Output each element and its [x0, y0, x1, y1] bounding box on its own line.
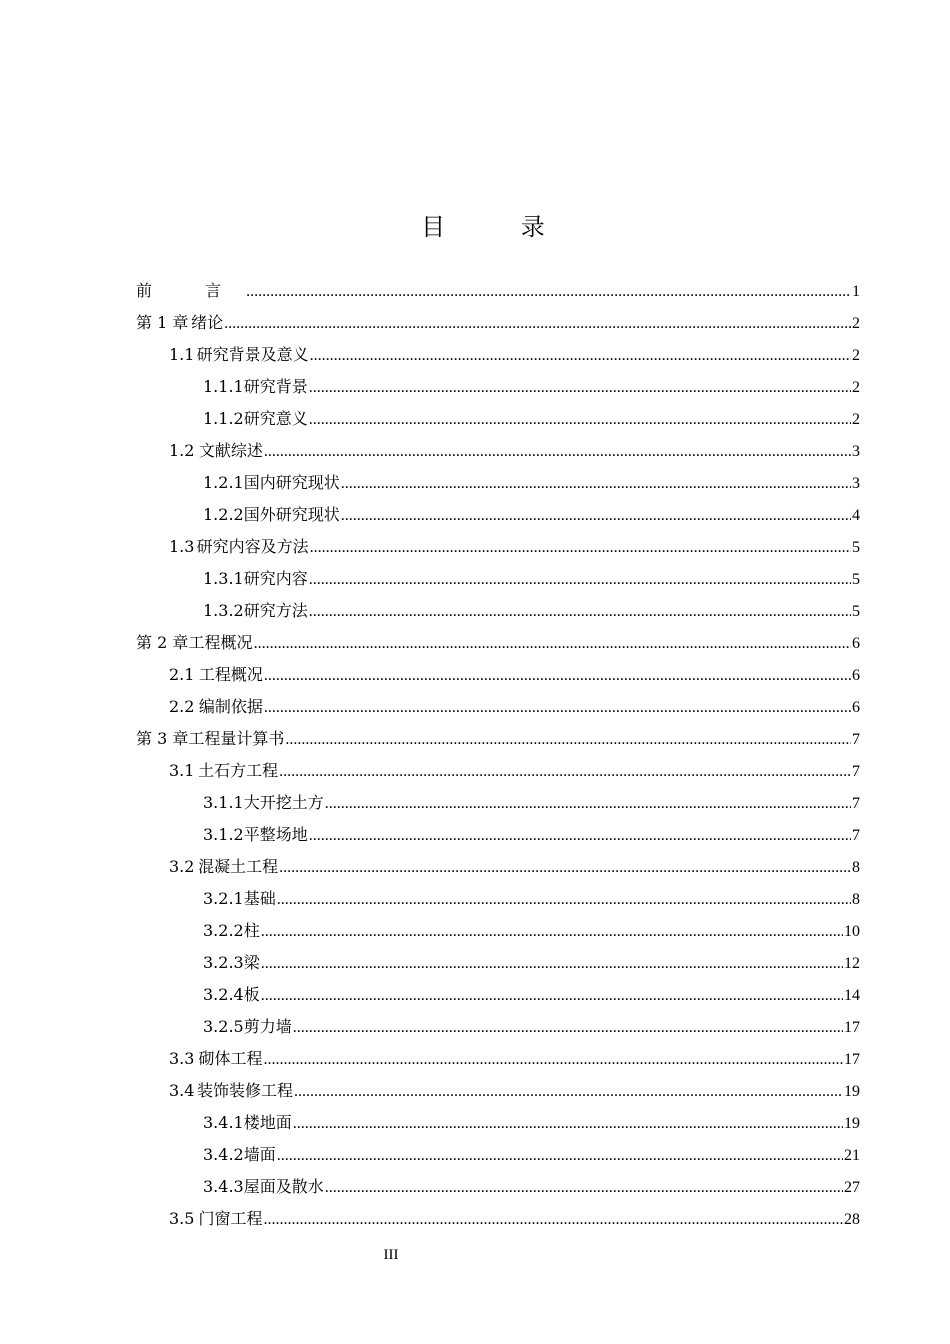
toc-entry[interactable] — [136, 371, 860, 403]
dot-leader — [261, 948, 843, 980]
dot-leader — [325, 788, 851, 820]
toc-entry[interactable] — [136, 851, 860, 883]
toc-entry-number: 2.2 — [169, 697, 195, 716]
table-of-contents — [136, 275, 860, 1235]
toc-entry-number: 3.2.1 — [203, 889, 244, 908]
toc-entry-page: 10 — [844, 923, 860, 940]
dot-leader — [309, 596, 851, 628]
toc-entry-page: 21 — [844, 1147, 860, 1164]
toc-entry-page: 8 — [852, 859, 860, 876]
toc-entry[interactable] — [136, 531, 860, 563]
toc-entry-page: 8 — [852, 891, 860, 908]
toc-entry-label: 编制依据 — [198, 697, 263, 716]
toc-entry[interactable] — [136, 1043, 860, 1075]
toc-entry[interactable] — [136, 755, 860, 787]
toc-entry-number: 3.2 — [169, 857, 195, 876]
toc-entry-page: 5 — [852, 539, 860, 556]
toc-entry[interactable] — [136, 467, 860, 499]
toc-entry-page: 12 — [844, 955, 860, 972]
toc-entry-number: 3.4.3 — [203, 1177, 244, 1196]
toc-entry-page: 5 — [852, 603, 860, 620]
toc-entry[interactable] — [136, 819, 860, 851]
dot-leader — [341, 500, 851, 532]
toc-entry-page: 1 — [852, 283, 860, 300]
toc-entry-page: 3 — [852, 443, 860, 460]
toc-entry[interactable] — [136, 723, 860, 755]
toc-entry[interactable] — [136, 339, 860, 371]
toc-entry-page: 2 — [852, 411, 860, 428]
toc-entry-page: 19 — [844, 1115, 860, 1132]
toc-entry-number: 3.1.1 — [203, 793, 244, 812]
dot-leader — [264, 436, 851, 468]
toc-entry-page: 7 — [852, 827, 860, 844]
toc-entry-label: 混凝土工程 — [198, 857, 279, 876]
dot-leader — [224, 308, 851, 340]
dot-leader — [309, 372, 851, 404]
toc-entry-number: 1.3 — [169, 537, 195, 556]
toc-entry[interactable] — [136, 403, 860, 435]
toc-entry[interactable] — [136, 691, 860, 723]
toc-entry-label: 砌体工程 — [198, 1049, 263, 1068]
toc-entry[interactable] — [136, 659, 860, 691]
toc-entry[interactable] — [136, 1107, 860, 1139]
toc-entry-page: 7 — [852, 763, 860, 780]
toc-entry[interactable] — [136, 979, 860, 1011]
toc-entry-page: 2 — [852, 347, 860, 364]
toc-entry-number: 3.4.2 — [203, 1145, 244, 1164]
dot-leader — [279, 756, 851, 788]
toc-entry-number: 3.4 — [169, 1081, 195, 1100]
toc-entry-label: 研究内容 — [243, 569, 308, 588]
dot-leader — [261, 980, 843, 1012]
toc-entry-label: 前 言 — [136, 281, 246, 300]
dot-leader — [261, 916, 843, 948]
toc-entry-label: 研究内容及方法 — [196, 537, 309, 556]
toc-entry-label: 工程概况 — [188, 633, 253, 652]
toc-entry-page: 14 — [844, 987, 860, 1004]
toc-entry[interactable] — [136, 435, 860, 467]
toc-entry[interactable] — [136, 1075, 860, 1107]
dot-leader — [285, 724, 851, 756]
dot-leader — [277, 884, 851, 916]
toc-entry-label: 门窗工程 — [198, 1209, 263, 1228]
toc-entry-number: 3.2.3 — [203, 953, 244, 972]
dot-leader — [264, 1044, 843, 1076]
toc-entry[interactable] — [136, 307, 860, 339]
toc-entry[interactable] — [136, 499, 860, 531]
toc-entry-page: 3 — [852, 475, 860, 492]
toc-entry-label: 装饰装修工程 — [196, 1081, 293, 1100]
toc-entry[interactable] — [136, 883, 860, 915]
toc-entry-number: 1.2.1 — [203, 473, 244, 492]
toc-entry-number: 1.1.2 — [203, 409, 244, 428]
toc-entry-number: 3.4.1 — [203, 1113, 244, 1132]
toc-entry-label: 土石方工程 — [198, 761, 279, 780]
toc-entry-label: 柱 — [243, 921, 260, 940]
toc-entry-number: 3.3 — [169, 1049, 195, 1068]
toc-entry-label: 绪论 — [191, 313, 224, 332]
toc-entry-number: 第 1 章 — [136, 313, 189, 332]
toc-entry-label: 研究方法 — [243, 601, 308, 620]
toc-entry-number: 3.5 — [169, 1209, 195, 1228]
toc-entry-label: 墙面 — [243, 1145, 276, 1164]
toc-entry-label: 研究意义 — [243, 409, 308, 428]
toc-entry-page: 7 — [852, 795, 860, 812]
toc-entry-page: 28 — [844, 1211, 860, 1228]
toc-entry-label: 研究背景 — [243, 377, 308, 396]
dot-leader — [277, 1140, 843, 1172]
toc-entry-number: 第 3 章 — [136, 729, 189, 748]
dot-leader — [341, 468, 851, 500]
toc-entry-page: 4 — [852, 507, 860, 524]
toc-entry-number: 3.2.2 — [203, 921, 244, 940]
toc-entry-label: 大开挖土方 — [243, 793, 324, 812]
toc-entry-label: 屋面及散水 — [243, 1177, 324, 1196]
toc-entry-number: 1.3.2 — [203, 601, 244, 620]
toc-entry[interactable] — [136, 275, 860, 307]
toc-entry-label: 板 — [243, 985, 260, 1004]
toc-entry-number: 第 2 章 — [136, 633, 189, 652]
toc-entry-number: 1.1 — [169, 345, 195, 364]
toc-entry-page: 2 — [852, 315, 860, 332]
toc-entry-number: 1.2.2 — [203, 505, 244, 524]
toc-entry-number: 3.2.4 — [203, 985, 244, 1004]
dot-leader — [309, 564, 851, 596]
dot-leader — [325, 1172, 843, 1204]
toc-entry-label: 国内研究现状 — [243, 473, 340, 492]
toc-entry-page: 6 — [852, 635, 860, 652]
toc-entry-number: 3.1 — [169, 761, 195, 780]
dot-leader — [294, 1076, 843, 1108]
toc-entry-number: 1.2 — [169, 441, 195, 460]
toc-entry-label: 楼地面 — [243, 1113, 292, 1132]
toc-entry[interactable] — [136, 595, 860, 627]
toc-entry-number: 1.1.1 — [203, 377, 244, 396]
toc-entry-label: 剪力墙 — [243, 1017, 292, 1036]
toc-entry-number: 2.1 — [169, 665, 195, 684]
page-number-footer: III — [383, 1247, 399, 1263]
dot-leader — [309, 820, 851, 852]
toc-entry-page: 6 — [852, 699, 860, 716]
toc-entry-label: 工程量计算书 — [188, 729, 285, 748]
toc-entry-label: 基础 — [243, 889, 276, 908]
dot-leader — [310, 532, 851, 564]
toc-entry-page: 2 — [852, 379, 860, 396]
dot-leader — [309, 404, 851, 436]
toc-entry-page: 7 — [852, 731, 860, 748]
dot-leader — [310, 340, 851, 372]
toc-entry[interactable] — [136, 1171, 860, 1203]
toc-entry-number: 3.1.2 — [203, 825, 244, 844]
toc-entry-number: 1.3.1 — [203, 569, 244, 588]
toc-entry[interactable] — [136, 915, 860, 947]
dot-leader — [254, 628, 851, 660]
dot-leader — [264, 692, 851, 724]
toc-entry[interactable] — [136, 787, 860, 819]
dot-leader — [293, 1108, 843, 1140]
dot-leader — [264, 660, 851, 692]
toc-entry-label: 平整场地 — [243, 825, 308, 844]
toc-entry-page: 17 — [844, 1019, 860, 1036]
toc-entry[interactable] — [136, 627, 860, 659]
toc-entry[interactable] — [136, 563, 860, 595]
toc-entry[interactable] — [136, 1139, 860, 1171]
dot-leader — [246, 276, 851, 308]
toc-entry-label: 国外研究现状 — [243, 505, 340, 524]
dot-leader — [279, 852, 851, 884]
toc-entry[interactable] — [136, 1203, 860, 1235]
toc-entry-label: 梁 — [243, 953, 260, 972]
toc-entry-label: 研究背景及意义 — [196, 345, 309, 364]
toc-entry[interactable] — [136, 1011, 860, 1043]
page-title: 目 录 — [421, 213, 579, 241]
toc-entry-page: 5 — [852, 571, 860, 588]
toc-entry[interactable] — [136, 947, 860, 979]
dot-leader — [264, 1204, 843, 1236]
toc-entry-page: 19 — [844, 1083, 860, 1100]
toc-entry-page: 17 — [844, 1051, 860, 1068]
toc-entry-label: 文献综述 — [198, 441, 263, 460]
toc-entry-page: 27 — [844, 1179, 860, 1196]
toc-entry-label: 工程概况 — [198, 665, 263, 684]
toc-entry-number: 3.2.5 — [203, 1017, 244, 1036]
toc-entry-page: 6 — [852, 667, 860, 684]
dot-leader — [293, 1012, 843, 1044]
